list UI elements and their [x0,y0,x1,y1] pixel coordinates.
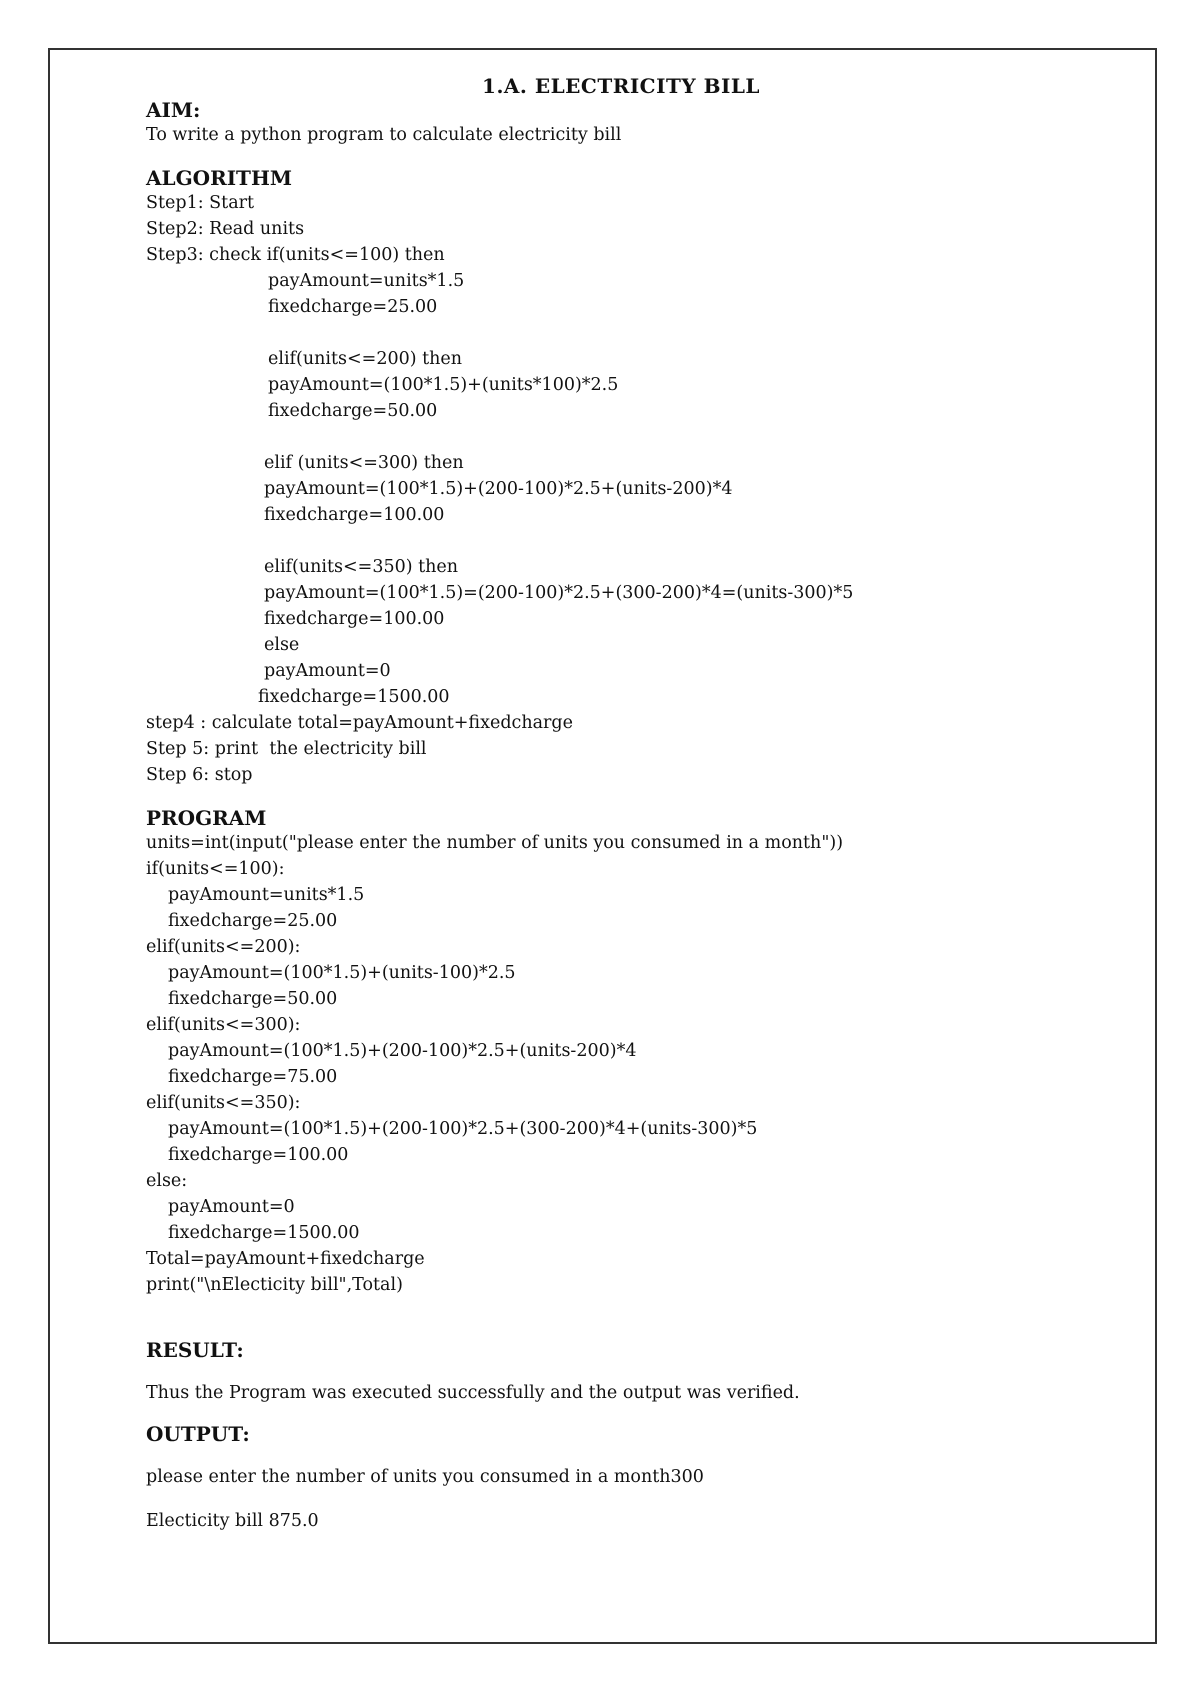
program-line: fixedcharge=75.00 [168,1067,338,1087]
algorithm-step: payAmount=units*1.5 [268,271,465,291]
output-line: please enter the number of units you consumed in a month300 [146,1467,704,1487]
program-line: fixedcharge=100.00 [168,1145,349,1165]
algorithm-step: fixedcharge=100.00 [264,609,445,629]
program-line: fixedcharge=25.00 [168,911,338,931]
algorithm-step: fixedcharge=25.00 [268,297,438,317]
program-line: else: [146,1171,188,1191]
document-title: 1.A. ELECTRICITY BILL [482,74,760,98]
result-heading: RESULT: [146,1338,244,1362]
algorithm-step: fixedcharge=100.00 [264,505,445,525]
algorithm-step: Step 6: stop [146,765,253,785]
aim-text: To write a python program to calculate electricity bill [146,125,622,145]
algorithm-step: payAmount=(100*1.5)+(200-100)*2.5+(units-200)*4 [264,479,733,499]
program-line: units=int(input("please enter the number of units you consumed in a month")) [146,833,844,853]
algorithm-step: payAmount=0 [264,661,391,681]
algorithm-heading: ALGORITHM [146,166,292,190]
algorithm-step: elif (units<=300) then [264,453,464,473]
output-line: Electicity bill 875.0 [146,1511,319,1531]
algorithm-step: fixedcharge=1500.00 [258,687,450,707]
program-line: fixedcharge=50.00 [168,989,338,1009]
algorithm-step: else [264,635,300,655]
program-line: payAmount=units*1.5 [168,885,365,905]
output-heading: OUTPUT: [146,1422,250,1446]
program-heading: PROGRAM [146,806,267,830]
algorithm-step: payAmount=(100*1.5)=(200-100)*2.5+(300-200)*4=(units-300)*5 [264,583,854,603]
program-line: elif(units<=200): [146,937,301,957]
program-line: payAmount=(100*1.5)+(200-100)*2.5+(units-200)*4 [168,1041,637,1061]
algorithm-step: Step3: check if(units<=100) then [146,245,445,265]
program-line: elif(units<=300): [146,1015,301,1035]
algorithm-step: elif(units<=200) then [268,349,463,369]
aim-heading: AIM: [146,98,201,122]
algorithm-step: Step 5: print the electricity bill [146,739,427,759]
program-line: payAmount=(100*1.5)+(200-100)*2.5+(300-200)*4+(units-300)*5 [168,1119,758,1139]
program-line: if(units<=100): [146,859,285,879]
result-text: Thus the Program was executed successfully and the output was verified. [146,1383,800,1403]
algorithm-step: step4 : calculate total=payAmount+fixedcharge [146,713,573,733]
program-line: payAmount=(100*1.5)+(units-100)*2.5 [168,963,516,983]
program-line: print("\nElecticity bill",Total) [146,1275,403,1295]
algorithm-step: Step2: Read units [146,219,305,239]
program-line: Total=payAmount+fixedcharge [146,1249,425,1269]
algorithm-step: elif(units<=350) then [264,557,459,577]
program-line: payAmount=0 [168,1197,295,1217]
program-line: elif(units<=350): [146,1093,301,1113]
program-line: fixedcharge=1500.00 [168,1223,360,1243]
algorithm-step: Step1: Start [146,193,255,213]
algorithm-step: payAmount=(100*1.5)+(units*100)*2.5 [268,375,619,395]
algorithm-step: fixedcharge=50.00 [268,401,438,421]
